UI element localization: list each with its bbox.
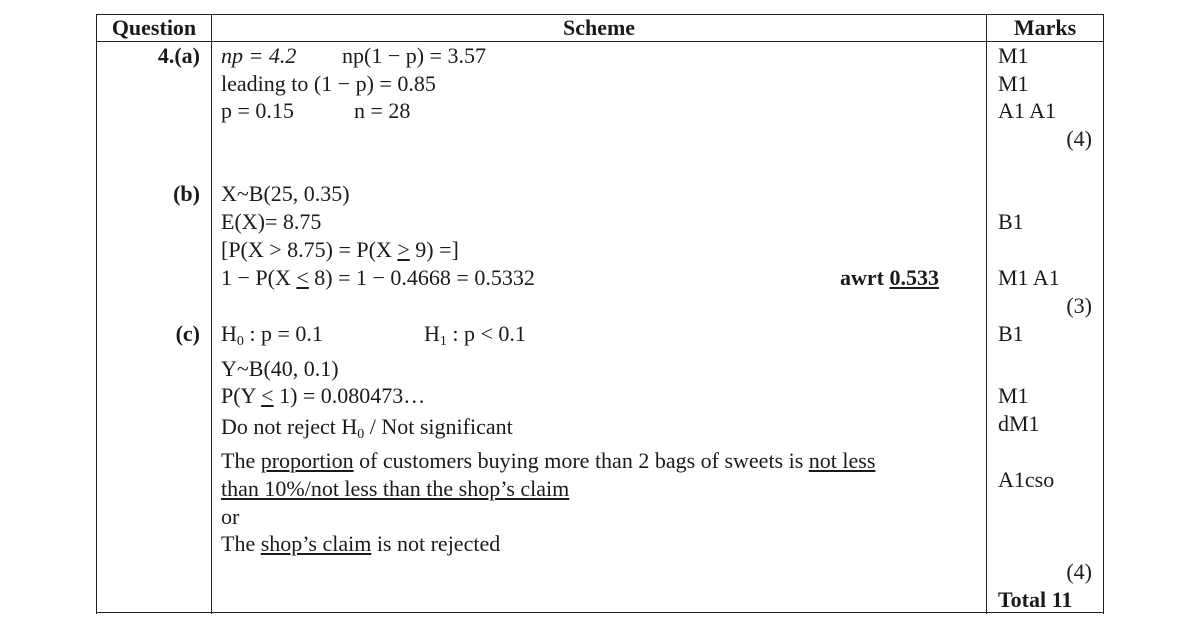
part-a-subtotal: (4) bbox=[1066, 126, 1092, 151]
part-c-subtotal: (4) bbox=[1066, 559, 1092, 584]
question-column-divider bbox=[211, 14, 212, 614]
total-marks: Total 11 bbox=[998, 587, 1073, 612]
table-bottom-border bbox=[96, 612, 1104, 613]
part-c-line5-a: The bbox=[221, 448, 261, 473]
part-b-line3 bbox=[221, 237, 459, 263]
part-c-line4-sub: 0 bbox=[357, 427, 365, 442]
part-c-line4 bbox=[221, 414, 513, 448]
table-left-border bbox=[96, 14, 97, 614]
part-c-line3 bbox=[221, 383, 425, 409]
part-b-mark-2: M1 A1 bbox=[998, 265, 1060, 290]
marks-column-divider bbox=[986, 14, 987, 614]
part-c-line6: than 10%/not less than the shop’s claim bbox=[221, 476, 570, 501]
part-c-line4-b: / Not significant bbox=[364, 414, 513, 439]
part-b-line4 bbox=[221, 265, 535, 291]
part-a-line3-left: p = 0.15 bbox=[221, 98, 294, 123]
part-a-mark-1: M1 bbox=[998, 43, 1029, 68]
part-c-line8-a: The bbox=[221, 531, 261, 556]
part-c-line5-not-less: not less bbox=[808, 448, 876, 473]
part-b-mark-1: B1 bbox=[998, 209, 1024, 234]
part-c-h0-prefix: H bbox=[221, 321, 237, 346]
part-c-h1-rest: : p < 0.1 bbox=[446, 321, 526, 346]
part-a-line2: leading to (1 − p) = 0.85 bbox=[221, 71, 436, 96]
part-c-line5-b: of customers buying more than 2 bags of sweets is bbox=[353, 448, 809, 473]
part-b-line3-b: 9) =] bbox=[409, 237, 459, 262]
part-c-h0 bbox=[221, 321, 323, 355]
part-a-mark-2: M1 bbox=[998, 71, 1029, 96]
part-c-line3-a: P(Y bbox=[221, 383, 262, 408]
part-b-awrt-label: awrt bbox=[840, 265, 884, 290]
part-c-line3-b: 1) = 0.080473… bbox=[273, 383, 426, 408]
part-c-label: (c) bbox=[175, 321, 200, 346]
part-b-awrt-value: 0.533 bbox=[889, 265, 939, 290]
part-c-line8 bbox=[221, 531, 500, 557]
part-c-leq-symbol: < bbox=[261, 383, 274, 408]
part-b-subtotal: (3) bbox=[1066, 293, 1092, 318]
part-a-line3-right: n = 28 bbox=[354, 98, 411, 123]
part-a-line1-left: np = 4.2 bbox=[221, 43, 297, 68]
part-c-h1-prefix: H bbox=[424, 321, 440, 346]
part-c-line4-a: Do not reject H bbox=[221, 414, 358, 439]
part-b-geq-symbol: > bbox=[397, 237, 410, 262]
part-a-line1-right: np(1 − p) = 3.57 bbox=[342, 43, 486, 68]
part-c-mark-3: dM1 bbox=[998, 411, 1040, 436]
marks-header: Marks bbox=[1013, 15, 1077, 40]
part-b-leq-symbol: < bbox=[296, 265, 309, 290]
part-c-h0-rest: : p = 0.1 bbox=[243, 321, 323, 346]
part-c-h1-sub: 1 bbox=[439, 334, 447, 349]
scheme-header: Scheme bbox=[562, 15, 636, 40]
part-c-mark-1: B1 bbox=[998, 321, 1024, 346]
part-c-line8-b: is not rejected bbox=[371, 531, 501, 556]
header-bottom-border bbox=[96, 41, 1104, 42]
part-c-mark-4: A1cso bbox=[998, 467, 1055, 492]
part-b-label: (b) bbox=[173, 181, 200, 206]
part-c-line2: Y~B(40, 0.1) bbox=[221, 356, 339, 381]
table-right-border bbox=[1103, 14, 1104, 614]
part-a-mark-3: A1 A1 bbox=[998, 98, 1057, 123]
part-c-mark-2: M1 bbox=[998, 383, 1029, 408]
part-b-line4-a: 1 − P(X bbox=[221, 265, 297, 290]
part-b-line3-a: [P(X > 8.75) = P(X bbox=[221, 237, 398, 262]
part-c-h1 bbox=[424, 321, 526, 355]
part-c-line7: or bbox=[221, 504, 240, 529]
part-b-awrt bbox=[840, 265, 939, 291]
part-b-line4-b: 8) = 1 − 0.4668 = 0.5332 bbox=[308, 265, 535, 290]
part-b-line1: X~B(25, 0.35) bbox=[221, 181, 350, 206]
part-c-line5 bbox=[221, 448, 875, 474]
question-header: Question bbox=[111, 15, 197, 40]
part-b-line2: E(X)= 8.75 bbox=[221, 209, 322, 234]
part-a-label: 4.(a) bbox=[157, 43, 200, 68]
part-c-line8-shops-claim: shop’s claim bbox=[260, 531, 372, 556]
part-c-h0-sub: 0 bbox=[236, 334, 244, 349]
part-c-line5-proportion: proportion bbox=[260, 448, 354, 473]
